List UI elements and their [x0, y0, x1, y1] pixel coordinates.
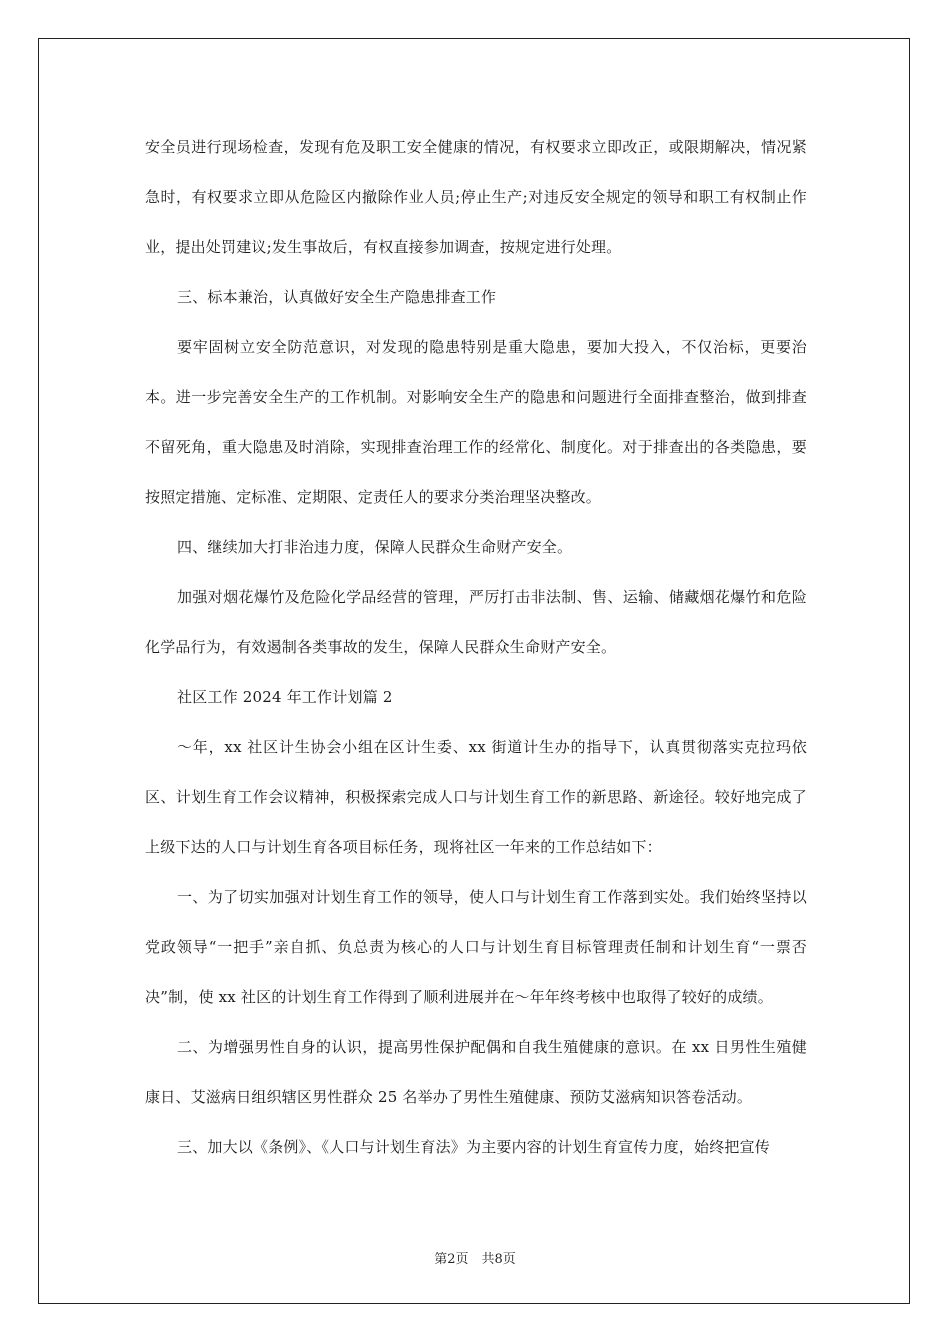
paragraph: 加强对烟花爆竹及危险化学品经营的管理，严厉打击非法制、售、运输、储藏烟花爆竹和危险化学品行为，有效遏制各类事故的发生，保障人民群众生命财产安全。: [145, 588, 807, 656]
paragraph: 安全员进行现场检查，发现有危及职工安全健康的情况，有权要求立即改正，或限期解决，情况紧急时，有权要求立即从危险区内撤除作业人员;停止生产;对违反安全规定的领导和职工有权制止作业，提出处罚建议;发生事故后，有权直接参加调查，按规定进行处理。: [145, 138, 807, 256]
paragraph: 要牢固树立安全防范意识，对发现的隐患特别是重大隐患，要加大投入，不仅治标，更要治本。进一步完善安全生产的工作机制。对影响安全生产的隐患和问题进行全面排查整治，做到排查不留死角，重大隐患及时消除，实现排查治理工作的经常化、制度化。对于排查出的各类隐患，要按照定措施、定标准、定期限、定责任人的要求分类治理坚决整改。: [145, 338, 807, 506]
paragraph: ～年，xx 社区计生协会小组在区计生委、xx 街道计生办的指导下，认真贯彻落实克拉玛依区、计划生育工作会议精神，积极探索完成人口与计划生育工作的新思路、新途径。较好地完成了上级下达的人口与计划生育各项目标任务，现将社区一年来的工作总结如下：: [145, 738, 807, 856]
section-heading: 三、标本兼治，认真做好安全生产隐患排查工作: [177, 288, 497, 306]
paragraph: 二、为增强男性自身的认识，提高男性保护配偶和自我生殖健康的意识。在 xx 日男性生殖健康日、艾滋病日组织辖区男性群众 25 名举办了男性生殖健康、预防艾滋病知识答卷活动。: [145, 1038, 807, 1106]
paragraph: 一、为了切实加强对计划生育工作的领导，使人口与计划生育工作落到实处。我们始终坚持以党政领导“一把手”亲自抓、负总责为核心的人口与计划生育目标管理责任制和计划生育“一票否决”制，使 xx 社区的计划生育工作得到了顺利进展并在～年年终考核中也取得了较好的成绩。: [145, 888, 807, 1006]
document-body: [145, 122, 807, 1172]
section-heading: 四、继续加大打非治违力度，保障人民群众生命财产安全。: [177, 538, 573, 556]
page-number: 第2页 共8页: [434, 1252, 516, 1267]
article-title: 社区工作 2024 年工作计划篇 2: [177, 688, 393, 706]
paragraph: 三、加大以《条例》、《人口与计划生育法》为主要内容的计划生育宣传力度，始终把宣传: [177, 1138, 771, 1156]
